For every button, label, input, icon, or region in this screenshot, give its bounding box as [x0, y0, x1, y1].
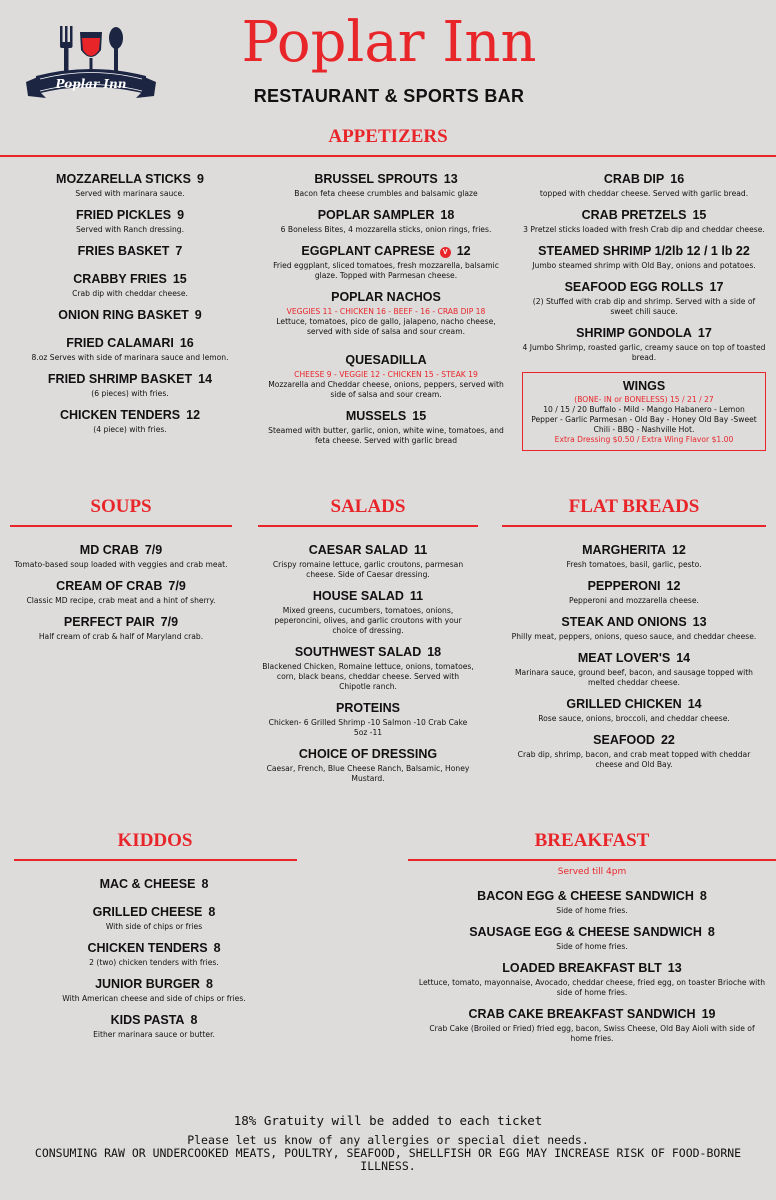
- item-name: MD CRAB: [79, 543, 139, 557]
- item-description: Side of home fries.: [556, 942, 628, 951]
- item-price: 14: [687, 697, 702, 711]
- soups-column: [10, 543, 232, 651]
- wings-extras: Extra Dressing $0.50 / Extra Wing Flavor $1.00: [554, 435, 734, 444]
- item-description: Served with marinara sauce.: [75, 189, 185, 198]
- appetizers-column-2: [268, 172, 504, 455]
- item-price: 13: [667, 961, 682, 975]
- allergy-note: Please let us know of any allergies or special diet needs.: [187, 1133, 589, 1147]
- item-price: 7/9: [160, 615, 179, 629]
- item-name: JUNIOR BURGER: [95, 977, 200, 991]
- item-name: POPLAR NACHOS: [331, 290, 441, 304]
- salads-column: [262, 543, 474, 793]
- menu-item: [418, 1007, 766, 1044]
- item-name: MEAT LOVER'S: [577, 651, 671, 665]
- item-price: 16: [670, 172, 685, 186]
- item-price: 12: [456, 244, 471, 258]
- item-price: 7/9: [144, 543, 163, 557]
- item-price: 8: [190, 1013, 198, 1027]
- menu-item: [14, 877, 294, 892]
- item-name: CHICKEN TENDERS: [59, 408, 181, 422]
- item-name: CRABBY FRIES: [73, 272, 167, 286]
- menu-item: [10, 208, 250, 235]
- item-price: 12: [671, 543, 686, 557]
- item-description: 4 Jumbo Shrimp, roasted garlic, creamy sauce on top of toasted bread.: [522, 343, 766, 362]
- menu-item: [418, 925, 766, 952]
- item-description: 8.oz Serves with side of marinara sauce and lemon.: [31, 353, 229, 362]
- item-name: CRAB DIP: [603, 172, 665, 186]
- flat-breads-rule: [502, 525, 766, 527]
- item-name: STEAK AND ONIONS: [561, 615, 687, 629]
- menu-item: [14, 977, 294, 1004]
- item-price: 8: [699, 889, 707, 903]
- item-price: 7/9: [168, 579, 186, 593]
- item-description: Tomato-based soup loaded with veggies and crab meat.: [14, 560, 228, 569]
- item-price: 22: [660, 733, 675, 747]
- menu-item: [262, 645, 474, 692]
- item-description: (4 piece) with fries.: [93, 425, 167, 434]
- item-name: POPLAR SAMPLER: [317, 208, 435, 222]
- item-price: 7: [175, 244, 183, 258]
- item-description: Jumbo steamed shrimp with Old Bay, onions and potatoes.: [532, 261, 756, 270]
- wings-prices: (BONE- IN or BONELESS) 15 / 21 / 27: [574, 395, 714, 404]
- menu-item: [10, 408, 250, 435]
- item-description: Side of home fries.: [556, 906, 628, 915]
- menu-item: [268, 172, 504, 199]
- item-name: CRAB PRETZELS: [581, 208, 687, 222]
- wings-box: [522, 372, 766, 451]
- menu-item: [14, 941, 294, 968]
- item-name: STEAMED SHRIMP 1/2lb 12 / 1 lb 22: [538, 244, 750, 258]
- menu-item: [10, 579, 232, 606]
- menu-item: [268, 409, 504, 446]
- item-name: GRILLED CHEESE: [92, 905, 203, 919]
- item-description: Either marinara sauce or butter.: [93, 1030, 215, 1039]
- item-description: With American cheese and side of chips or fries.: [62, 994, 246, 1003]
- item-description: Lettuce, tomatoes, pico de gallo, jalapeno, nacho cheese, served with side of salsa and sour cream.: [276, 317, 496, 336]
- item-price: 9: [177, 208, 185, 222]
- item-name: CRAB CAKE BREAKFAST SANDWICH: [468, 1007, 696, 1021]
- item-description: Marinara sauce, ground beef, bacon, and sausage topped with melted cheddar cheese.: [515, 668, 753, 687]
- food-safety-warning: CONSUMING RAW OR UNDERCOOKED MEATS, POULTRY, SEAFOOD, SHELLFISH OR EGG MAY INCREASE RISK OF FOOD-BORNE ILLNESS.: [34, 1146, 742, 1173]
- appetizers-column-1: [10, 172, 250, 444]
- item-price: 12: [186, 408, 201, 422]
- item-price: 12: [666, 579, 681, 593]
- appetizers-rule: [0, 155, 776, 157]
- vegetarian-badge-icon: V: [440, 247, 451, 258]
- item-description: Crab Cake (Broiled or Fried) fried egg, bacon, Swiss Cheese, Old Bay Aioli with side of home fries.: [429, 1024, 755, 1043]
- item-price: 17: [709, 280, 724, 294]
- item-price: 8: [208, 905, 216, 919]
- item-price: 9: [194, 308, 202, 322]
- item-description: Bacon feta cheese crumbles and balsamic glaze: [294, 189, 478, 198]
- appetizers-column-3: [522, 172, 766, 451]
- item-name: SEAFOOD EGG ROLLS: [564, 280, 704, 294]
- menu-item: [10, 172, 250, 199]
- appetizers-heading: APPETIZERS: [328, 126, 448, 147]
- item-price: 19: [701, 1007, 716, 1021]
- ribbon-banner: [26, 69, 156, 98]
- item-price: 11: [414, 543, 428, 557]
- item-price: 14: [676, 651, 691, 665]
- item-name: SEAFOOD: [593, 733, 655, 747]
- menu-item: [10, 272, 250, 299]
- item-name: SOUTHWEST SALAD: [294, 645, 422, 659]
- item-name: FRIED PICKLES: [75, 208, 172, 222]
- breakfast-heading: BREAKFAST: [534, 830, 650, 851]
- item-description: Caesar, French, Blue Cheese Ranch, Balsamic, Honey Mustard.: [266, 764, 470, 783]
- salads-heading: SALADS: [330, 496, 406, 517]
- menu-item: [510, 543, 758, 570]
- item-name: CAESAR SALAD: [308, 543, 409, 557]
- item-description: (6 pieces) with fries.: [91, 389, 169, 398]
- item-description: Fried eggplant, sliced tomatoes, fresh mozzarella, balsamic glaze. Topped with Parmesan cheese.: [273, 261, 499, 280]
- item-name: CREAM OF CRAB: [56, 579, 163, 593]
- item-name: EGGPLANT CAPRESE: [301, 244, 435, 258]
- menu-item: [268, 244, 504, 281]
- breakfast-rule: [408, 859, 776, 861]
- soups-heading: SOUPS: [90, 496, 152, 517]
- item-name: FRIED CALAMARI: [66, 336, 174, 350]
- item-price: 8: [213, 941, 221, 955]
- menu-item: [522, 244, 766, 271]
- menu-item: [262, 589, 474, 636]
- brand-title: Poplar Inn: [241, 10, 537, 75]
- menu-item: [522, 172, 766, 199]
- item-name: BACON EGG & CHEESE SANDWICH: [477, 889, 694, 903]
- breakfast-column: [418, 889, 766, 1053]
- item-name: GRILLED CHICKEN: [566, 697, 682, 711]
- item-price: 15: [412, 409, 427, 423]
- menu-item: [10, 244, 250, 259]
- menu-item: [510, 615, 758, 642]
- item-price: 16: [179, 336, 194, 350]
- item-description: 3 Pretzel sticks loaded with fresh Crab dip and cheddar cheese.: [523, 225, 765, 234]
- item-price: 15: [692, 208, 707, 222]
- item-name: HOUSE SALAD: [312, 589, 404, 603]
- menu-item: [262, 543, 474, 580]
- menu-item: [268, 290, 504, 337]
- item-description: 2 (two) chicken tenders with fries.: [89, 958, 219, 967]
- menu-item: [510, 579, 758, 606]
- salads-rule: [258, 525, 478, 527]
- item-description: Mixed greens, cucumbers, tomatoes, onions, peperoncini, olives, and garlic croutons with your choice of dressing.: [274, 606, 462, 635]
- poplar-inn-logo: [24, 20, 158, 112]
- menu-item: [522, 208, 766, 235]
- flat-breads-column: [510, 543, 758, 779]
- item-name: PEPPERONI: [587, 579, 661, 593]
- menu-item: [10, 336, 250, 363]
- item-price: 14: [198, 372, 213, 386]
- menu-item: [10, 615, 232, 642]
- item-name: MUSSELS: [345, 409, 407, 423]
- gratuity-note: 18% Gratuity will be added to each ticket: [233, 1113, 543, 1128]
- item-description: Served with Ranch dressing.: [75, 225, 185, 234]
- menu-item: [510, 697, 758, 724]
- item-description: Steamed with butter, garlic, onion, white wine, tomatoes, and feta cheese. Served with garlic bread: [268, 426, 504, 445]
- item-description: Classic MD recipe, crab meat and a hint of sherry.: [26, 596, 216, 605]
- item-description: Crab dip, shrimp, bacon, and crab meat topped with cheddar cheese and Old Bay.: [517, 750, 751, 769]
- item-price: 13: [692, 615, 707, 629]
- item-name: CHICKEN TENDERS: [87, 941, 208, 955]
- item-description: topped with cheddar cheese. Served with garlic bread.: [539, 189, 749, 198]
- item-name: FRIED SHRIMP BASKET: [47, 372, 193, 386]
- item-name: SHRIMP GONDOLA: [576, 326, 692, 340]
- menu-item: [262, 747, 474, 784]
- item-price: 17: [697, 326, 712, 340]
- item-price: 18: [440, 208, 455, 222]
- menu-item: [10, 372, 250, 399]
- menu-item: [14, 1013, 294, 1040]
- item-description: (2) Stuffed with crab dip and shrimp. Served with a side of sweet chili sauce.: [532, 297, 756, 316]
- item-description: Rose sauce, onions, broccoli, and cheddar cheese.: [538, 714, 730, 723]
- item-description: Lettuce, tomato, mayonnaise, Avocado, cheddar cheese, fried egg, on toaster Brioche with side of home fries.: [418, 978, 766, 997]
- kiddos-heading: KIDDOS: [117, 830, 193, 851]
- item-price: 9: [197, 172, 204, 186]
- menu-item: [262, 701, 474, 738]
- item-price: 8: [707, 925, 715, 939]
- item-price-options: CHEESE 9 - VEGGIE 12 - CHICKEN 15 - STEAK 19: [294, 370, 478, 379]
- item-price: 15: [172, 272, 187, 286]
- logo-text: Poplar Inn: [55, 77, 127, 91]
- menu-item: [10, 543, 232, 570]
- item-name: MAC & CHEESE: [99, 877, 196, 891]
- kiddos-column: [14, 877, 294, 1049]
- item-price: 18: [427, 645, 442, 659]
- item-name: SAUSAGE EGG & CHEESE SANDWICH: [469, 925, 702, 939]
- item-name: ONION RING BASKET: [58, 308, 189, 322]
- item-name: CHOICE OF DRESSING: [298, 747, 438, 761]
- item-description: Philly meat, peppers, onions, queso sauce, and cheddar cheese.: [511, 632, 757, 641]
- item-description: With side of chips or fries: [105, 922, 203, 931]
- menu-item: [14, 905, 294, 932]
- menu-item: [418, 889, 766, 916]
- item-name: LOADED BREAKFAST BLT: [502, 961, 662, 975]
- item-name: PROTEINS: [336, 701, 400, 715]
- item-price: 11: [409, 589, 424, 603]
- item-name: PERFECT PAIR: [63, 615, 155, 629]
- item-description: Blackened Chicken, Romaine lettuce, onions, tomatoes, corn, black beans, cheddar cheese. Served with Chipotle ranch.: [262, 662, 474, 691]
- item-description: Mozzarella and Cheddar cheese, onions, peppers, served with side of salsa and sour cream.: [268, 380, 504, 399]
- item-description: Fresh tomatoes, basil, garlic, pesto.: [566, 560, 702, 569]
- item-price: 13: [443, 172, 458, 186]
- item-description: Pepperoni and mozzarella cheese.: [569, 596, 699, 605]
- brand-subtitle: RESTAURANT & SPORTS BAR: [253, 86, 525, 106]
- item-name: BRUSSEL SPROUTS: [314, 172, 438, 186]
- item-price: 8: [201, 877, 209, 891]
- item-name: WINGS: [622, 379, 666, 393]
- item-description: Crab dip with cheddar cheese.: [72, 289, 188, 298]
- menu-item: [522, 326, 766, 363]
- menu-item: [522, 280, 766, 317]
- item-description: Half cream of crab & half of Maryland crab.: [38, 632, 204, 641]
- kiddos-rule: [14, 859, 297, 861]
- menu-item: [510, 733, 758, 770]
- item-description: Crispy romaine lettuce, garlic croutons, parmesan cheese. Side of Caesar dressing.: [272, 560, 464, 579]
- menu-item: [510, 651, 758, 688]
- item-price: 8: [205, 977, 213, 991]
- item-name: QUESADILLA: [345, 353, 427, 367]
- breakfast-served-note: Served till 4pm: [557, 867, 627, 877]
- item-description: 6 Boneless Bites, 4 mozzarella sticks, onion rings, fries.: [280, 225, 492, 234]
- menu-item: [268, 208, 504, 235]
- item-name: MARGHERITA: [582, 543, 666, 557]
- item-description: Chicken- 6 Grilled Shrimp -10 Salmon -10 Crab Cake 5oz -11: [268, 718, 468, 737]
- menu-item: [418, 961, 766, 998]
- item-name: KIDS PASTA: [110, 1013, 185, 1027]
- soups-rule: [10, 525, 232, 527]
- menu-item: [10, 308, 250, 323]
- item-name: MOZZARELLA STICKS: [56, 172, 191, 186]
- flat-breads-heading: FLAT BREADS: [568, 496, 700, 517]
- item-name: FRIES BASKET: [77, 244, 170, 258]
- menu-item: [268, 353, 504, 400]
- item-price-options: VEGGIES 11 - CHICKEN 16 - BEEF - 16 - CRAB DIP 18: [286, 307, 486, 316]
- wings-flavors: 10 / 15 / 20 Buffalo - Mild - Mango Habanero - Lemon Pepper - Garlic Parmesan - Old Bay - Honey Old Bay -Sweet Chili - BBQ - Nashville Hot.: [531, 405, 757, 434]
